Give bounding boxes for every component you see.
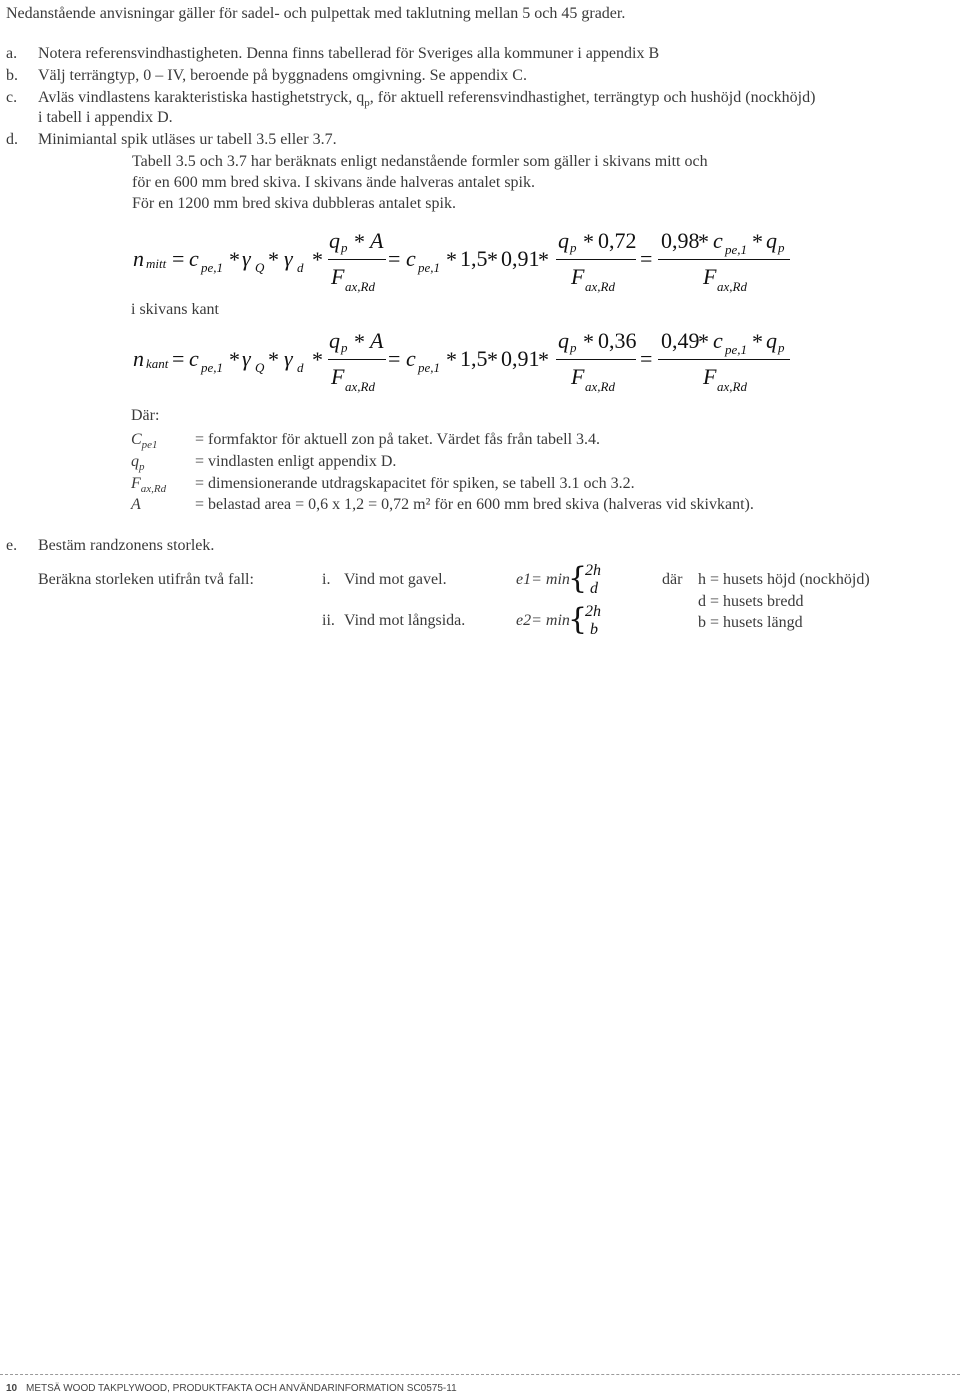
case-text: Vind mot långsida. — [344, 612, 466, 629]
case-bottom: d — [590, 580, 598, 597]
case-bottom: b — [590, 621, 598, 638]
item-e-marker: e. — [6, 537, 18, 554]
def-text: = formfaktor för aktuell zon på taket. Värdet fås från tabell 3.4. — [195, 431, 601, 448]
note-line: Tabell 3.5 och 3.7 har beräknats enligt nedanstående formler som gäller i skivans mitt och — [132, 153, 708, 170]
edge-label: i skivans kant — [131, 301, 219, 318]
footer-text: METSÄ WOOD TAKPLYWOOD, PRODUKTFAKTA OCH ANVÄNDARINFORMATION SC0575-11 — [26, 1383, 457, 1394]
case-text: Vind mot gavel. — [344, 571, 447, 588]
item-b-marker: b. — [6, 67, 18, 84]
where-label: Där: — [131, 407, 160, 424]
brace-icon: { — [568, 561, 588, 596]
dar-line: d = husets bredd — [698, 593, 804, 610]
case-e: e1= min — [516, 571, 570, 588]
def-symbol: $F_{ax,Rd}$ — [131, 475, 167, 496]
dar-line: b = husets längd — [698, 614, 803, 631]
item-c-text: Avläs vindlastens karakteristiska hastighetstryck, $q_p$, för aktuell referensvindhastighet, terrängtyp och hushöjd (nockhöjd) — [38, 89, 816, 110]
dar-line: h = husets höjd (nockhöjd) — [698, 571, 870, 588]
item-d-text: Minimiantal spik utläses ur tabell 3.5 eller 3.7. — [38, 131, 337, 148]
def-text: = vindlasten enligt appendix D. — [195, 453, 397, 470]
item-a-text: Notera referensvindhastigheten. Denna finns tabellerad för Sveriges alla kommuner i appendix B — [38, 45, 660, 62]
def-text: = dimensionerande utdragskapacitet för spiken, se tabell 3.1 och 3.2. — [195, 475, 635, 492]
calc-label: Beräkna storleken utifrån två fall: — [38, 571, 254, 588]
case-e: e2= min — [516, 612, 570, 629]
case-top: 2h — [585, 603, 601, 620]
note-line: för en 600 mm bred skiva. I skivans ände halveras antalet spik. — [132, 174, 535, 191]
def-symbol: A — [131, 496, 141, 513]
note-line: För en 1200 mm bred skiva dubbleras antalet spik. — [132, 195, 456, 212]
item-c-marker: c. — [6, 89, 18, 106]
case-number: ii. — [322, 612, 335, 629]
intro-text: Nedanstående anvisningar gäller för sadel- och pulpettak med taklutning mellan 5 och 45 grader. — [6, 5, 626, 22]
item-d-marker: d. — [6, 131, 18, 148]
case-number: i. — [322, 571, 331, 588]
def-text: = belastad area = 0,6 x 1,2 = 0,72 m² för en 600 mm bred skiva (halveras vid skivkant). — [195, 496, 754, 513]
case-top: 2h — [585, 562, 601, 579]
footer-divider — [0, 1374, 960, 1375]
item-a-marker: a. — [6, 45, 18, 62]
item-c-text-line2: i tabell i appendix D. — [38, 109, 173, 126]
dar-label: där — [662, 571, 683, 588]
def-symbol: $C_{pe1}$ — [131, 431, 158, 452]
item-e-text: Bestäm randzonens storlek. — [38, 537, 215, 554]
item-b-text: Välj terrängtyp, 0 – IV, beroende på byggnadens omgivning. Se appendix C. — [38, 67, 527, 84]
brace-icon: { — [568, 602, 588, 637]
page-number: 10 — [6, 1383, 18, 1394]
def-symbol: $q_p$ — [131, 453, 145, 474]
